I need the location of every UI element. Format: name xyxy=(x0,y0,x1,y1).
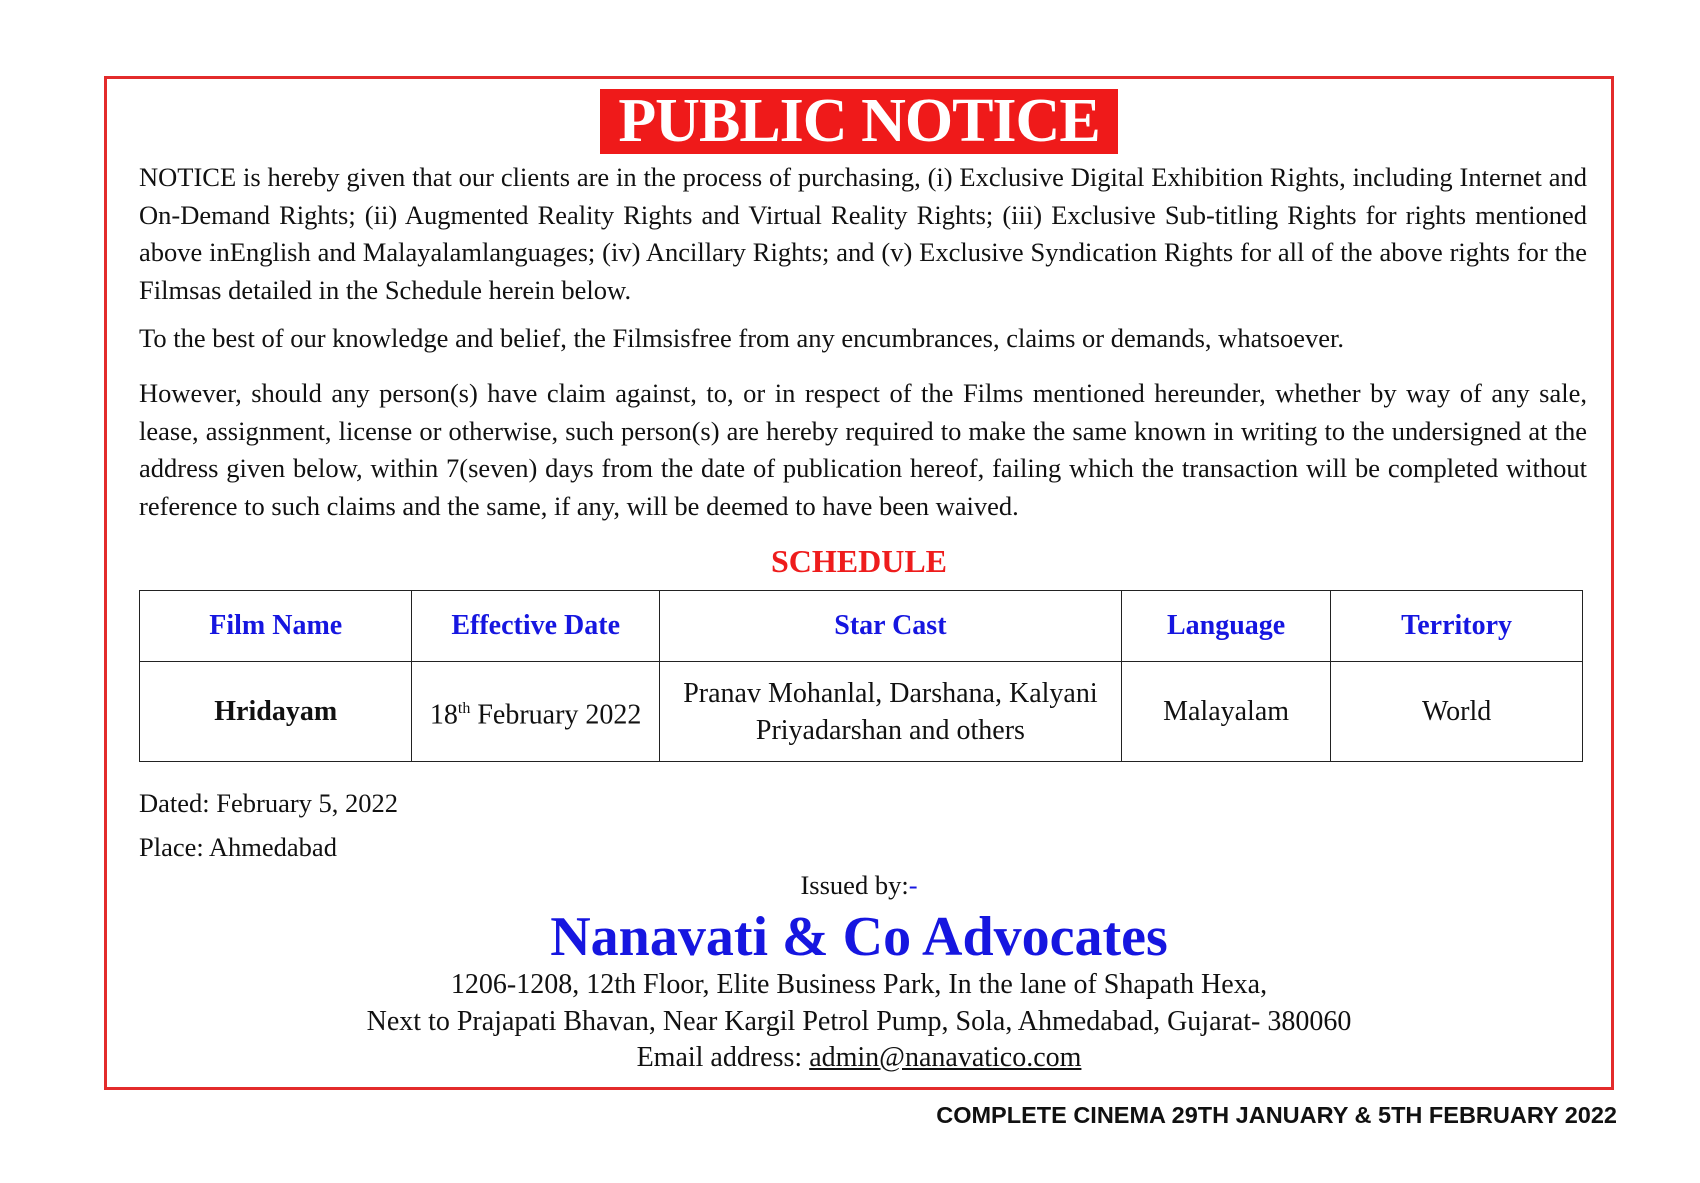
email-link[interactable]: admin@nanavatico.com xyxy=(809,1042,1082,1073)
title-wrap xyxy=(107,89,1611,154)
table-row xyxy=(140,662,1583,762)
column-header-star-cast: Star Cast xyxy=(659,591,1121,662)
effective-day-suffix: th xyxy=(457,699,471,717)
column-header-territory: Territory xyxy=(1331,591,1583,662)
schedule-heading: SCHEDULE xyxy=(770,543,948,579)
issued-by-line xyxy=(107,867,1611,903)
address-block xyxy=(107,967,1611,1077)
address-line-2: Next to Prajapati Bhavan, Near Kargil Petrol Pump, Sola, Ahmedabad, Gujarat- 380060 xyxy=(366,1005,1352,1037)
notice-paragraph-1: NOTICE is hereby given that our clients are in the process of purchasing, (i) Exclusive Digital Exhibition Rights, including Internet and On-Demand Rights; (ii) Augmented Reality Rights and Virtual Reality Rights; (iii) Exclusive Sub-titling Rights for rights mentioned above inEnglish and Malayalamlanguages; (iv) Ancillary Rights; and (v) Exclusive Syndication Rights for all of the above rights for the Filmsas detailed in the Schedule herein below. xyxy=(139,162,1587,305)
issued-by-dash: - xyxy=(908,870,918,900)
notice-title: PUBLIC NOTICE xyxy=(600,89,1117,154)
email-label: Email address: xyxy=(636,1042,810,1073)
firm-name: Nanavati & Co Advocates xyxy=(550,906,1168,968)
schedule-table xyxy=(139,590,1583,762)
cell-film-name: Hridayam xyxy=(140,662,412,762)
dated-line: Dated: February 5, 2022 xyxy=(139,788,399,818)
column-header-language: Language xyxy=(1121,591,1330,662)
publication-footer: COMPLETE CINEMA 29TH JANUARY & 5TH FEBRUARY 2022 xyxy=(936,1102,1617,1128)
address-line-1: 1206-1208, 12th Floor, Elite Business Park, In the lane of Shapath Hexa, xyxy=(450,969,1268,1000)
effective-month-year: February 2022 xyxy=(477,699,642,731)
effective-day: 18 xyxy=(429,699,458,731)
cell-language: Malayalam xyxy=(1121,662,1330,762)
schedule-header-row xyxy=(140,591,1583,662)
cell-territory: World xyxy=(1331,662,1583,762)
notice-paragraph-3: However, should any person(s) have claim against, to, or in respect of the Films mentioned hereunder, whether by way of any sale, lease, assignment, license or otherwise, such person(s) are hereby required to make the same known in writing to the undersigned at the address given below, within 7(seven) days from the date of publication hereof, failing which the transaction will be completed without reference to such claims and the same, if any, will be deemed to have been waived. xyxy=(139,378,1587,521)
issued-by-label: Issued by: xyxy=(800,870,909,900)
cell-effective-date xyxy=(412,662,659,762)
place-line: Place: Ahmedabad xyxy=(139,832,337,862)
column-header-effective-date: Effective Date xyxy=(412,591,659,662)
column-header-film-name: Film Name xyxy=(140,591,412,662)
notice-frame xyxy=(104,76,1614,1090)
cell-star-cast: Pranav Mohanlal, Darshana, Kalyani Priyadarshan and others xyxy=(659,662,1121,762)
notice-paragraph-2: To the best of our knowledge and belief, the Filmsisfree from any encumbrances, claims or demands, whatsoever. xyxy=(139,323,1345,353)
email-line xyxy=(107,1040,1611,1077)
